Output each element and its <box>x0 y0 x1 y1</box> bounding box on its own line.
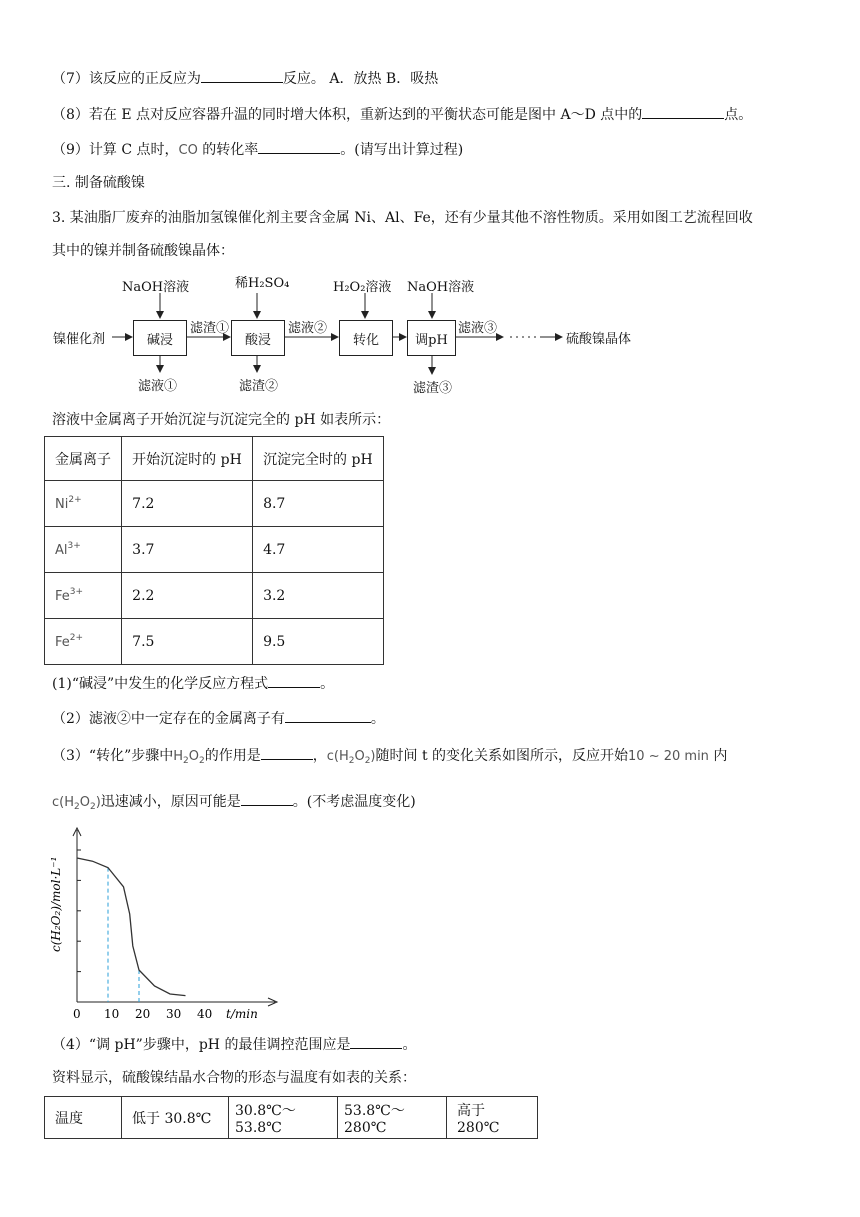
flow-liquid-mid-4: 滤液③ <box>458 321 498 336</box>
x-axis-label: t/min <box>226 1007 258 1021</box>
table-header: 沉淀完全时的 pH <box>253 437 384 481</box>
flow-liquid-out-1: 滤液① <box>138 379 178 394</box>
answer-blank[interactable] <box>350 1034 402 1049</box>
flow-step-alkali-leach: 碱浸 <box>133 320 187 356</box>
flow-reagent-1: NaOH溶液 <box>122 280 190 295</box>
answer-blank[interactable] <box>241 791 293 806</box>
answer-blank[interactable] <box>285 708 371 723</box>
question-3-line-2: $c(H_2O_2)$迅速减小，原因可能是 。(不考虑温度变化) <box>52 791 416 817</box>
question-3: （3）“转化”步骤中$H_2O_2$的作用是 ，$c(H_2O_2)$随时间 t 的变化关系如图所示，反应开始10 ~ 20 min 内 <box>52 745 727 771</box>
flow-solid-out-2: 滤渣② <box>239 379 279 394</box>
x-tick-label: 10 <box>104 1007 120 1021</box>
table-header: 金属离子 <box>45 437 122 481</box>
flow-start: 镍催化剂 <box>53 332 106 347</box>
question-8: （8）若在 E 点对反应容器升温的同时增大体积，重新达到的平衡状态可能是图中 A～D 点中的 点。 <box>52 104 752 125</box>
y-axis-label: c(H₂O₂)/mol·L⁻¹ <box>49 856 63 952</box>
table-row: $Fe^{3+}$ 2.2 3.2 <box>45 573 384 619</box>
table-row: $Al^{3+}$ 3.7 4.7 <box>45 527 384 573</box>
flow-step-adjust-ph: 调pH <box>407 320 456 356</box>
answer-blank[interactable] <box>268 673 320 688</box>
flow-solid-out-4: 滤渣③ <box>413 381 453 396</box>
flow-solid-out-1: 滤渣① <box>190 321 230 336</box>
table-row: 温度 低于 30.8℃ 30.8℃～53.8℃ 53.8℃～280℃ 高于 280℃ <box>45 1097 538 1139</box>
table-row: $Ni^{2+}$ 7.2 8.7 <box>45 481 384 527</box>
section-title: 三. 制备硫酸镍 <box>52 175 145 191</box>
flow-step-conversion: 转化 <box>339 320 393 356</box>
concentration-time-chart <box>40 822 290 1022</box>
question-7: （7）该反应的正反应为 反应。 A．放热 B．吸热 <box>52 68 438 89</box>
question-1: (1)“碱浸”中发生的化学反应方程式 。 <box>52 673 334 694</box>
intro-line-1: 3. 某油脂厂废弃的油脂加氢镍催化剂主要含金属 Ni、Al、Fe，还有少量其他不溶性物质。采用如图工艺流程回收 <box>52 210 753 226</box>
crystal-form-table <box>44 1096 538 1139</box>
question-9: （9）计算 C 点时，CO 的转化率 。(请写出计算过程) <box>52 139 463 161</box>
flow-reagent-3: H₂O₂溶液 <box>333 280 392 295</box>
table2-caption: 资料显示，硫酸镍结晶水合物的形态与温度有如表的关系： <box>52 1070 416 1086</box>
table1-caption: 溶液中金属离子开始沉淀与沉淀完全的 pH 如表所示： <box>52 412 391 428</box>
question-4: （4）“调 pH”步骤中，pH 的最佳调控范围应是 。 <box>52 1034 416 1055</box>
flow-liquid-mid-2: 滤液② <box>288 321 328 336</box>
flow-reagent-4: NaOH溶液 <box>407 280 475 295</box>
flow-step-acid-leach: 酸浸 <box>231 320 285 356</box>
table-header: 开始沉淀时的 pH <box>122 437 253 481</box>
ph-table <box>44 436 384 665</box>
flow-end: 硫酸镍晶体 <box>566 332 632 347</box>
intro-line-2: 其中的镍并制备硫酸镍晶体： <box>52 243 234 259</box>
series-line <box>77 858 186 996</box>
answer-blank[interactable] <box>261 745 313 760</box>
x-tick-label: 30 <box>166 1007 182 1021</box>
x-tick-label: 0 <box>73 1007 81 1021</box>
question-2: （2）滤液②中一定存在的金属离子有 。 <box>52 708 385 729</box>
flow-reagent-2: 稀H₂SO₄ <box>235 276 290 291</box>
x-tick-label: 20 <box>135 1007 151 1021</box>
table-row: $Fe^{2+}$ 7.5 9.5 <box>45 619 384 665</box>
x-tick-label: 40 <box>197 1007 213 1021</box>
